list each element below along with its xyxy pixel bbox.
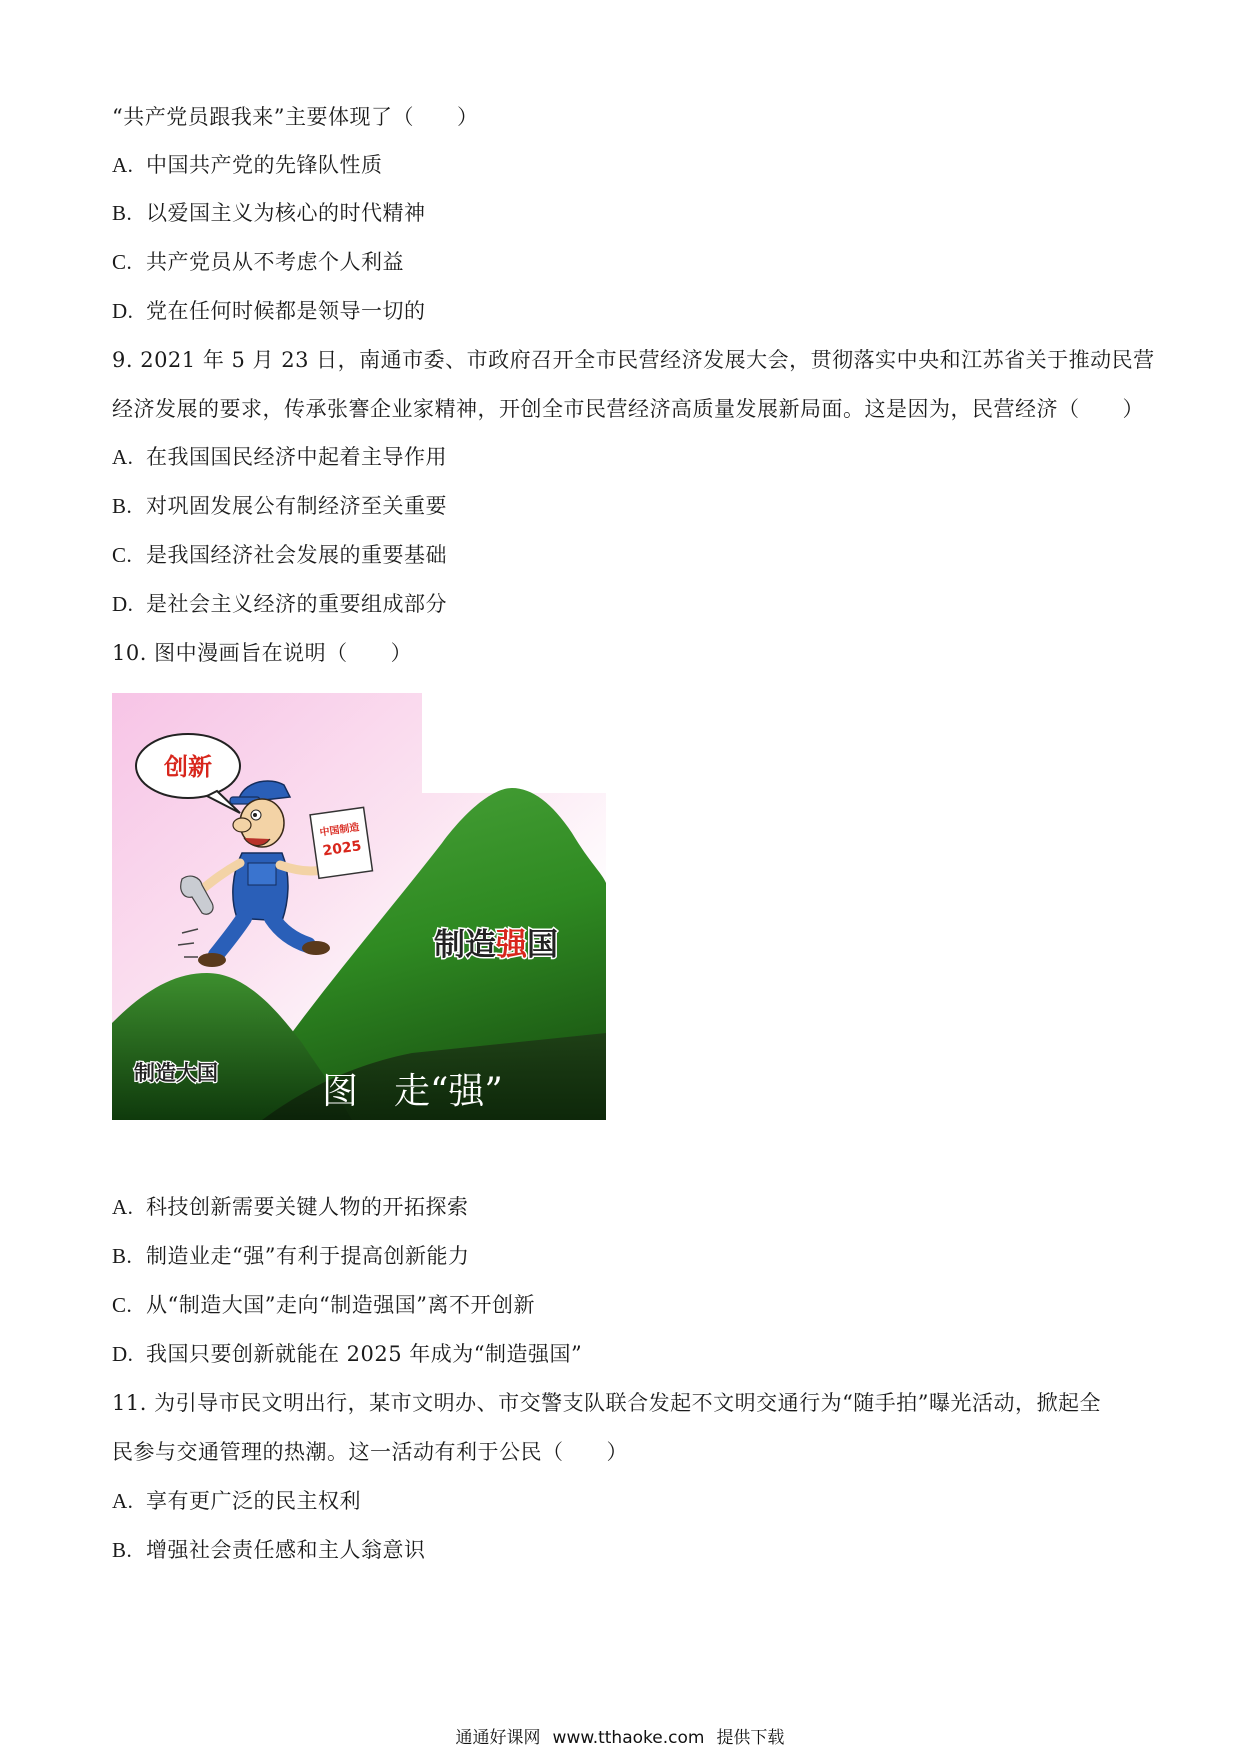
small-mountain-label: 制造大国 bbox=[134, 1061, 218, 1085]
q8-option-c bbox=[112, 247, 404, 277]
label-part-a: 制造 bbox=[434, 927, 496, 963]
footer-suffix: 提供下载 bbox=[716, 1728, 785, 1748]
option-text: 中国共产党的先锋队性质 bbox=[146, 153, 383, 177]
option-text: 是社会主义经济的重要组成部分 bbox=[146, 592, 447, 616]
option-letter: D. bbox=[112, 1342, 134, 1366]
option-text: 党在任何时候都是领导一切的 bbox=[146, 299, 426, 323]
book-year: 2025 bbox=[321, 838, 363, 860]
option-letter: B. bbox=[112, 201, 133, 225]
option-text: 是我国经济社会发展的重要基础 bbox=[146, 543, 447, 567]
sky-white-right bbox=[422, 693, 606, 793]
option-text: 增强社会责任感和主人翁意识 bbox=[146, 1538, 426, 1562]
q8-option-a bbox=[112, 150, 383, 180]
book-title: 中国制造 bbox=[318, 822, 361, 839]
option-letter: D. bbox=[112, 592, 134, 616]
q8-stem: “共产党员跟我来”主要体现了（ ） bbox=[112, 105, 479, 129]
label-part-b: 强 bbox=[496, 927, 527, 963]
option-letter: C. bbox=[112, 250, 133, 274]
big-mountain-label bbox=[434, 927, 558, 963]
option-letter: D. bbox=[112, 299, 134, 323]
cartoon-illustration bbox=[112, 693, 606, 1120]
option-letter: A. bbox=[112, 1489, 134, 1513]
worker-pupil bbox=[253, 813, 257, 817]
option-letter: A. bbox=[112, 153, 134, 177]
option-text: 共产党员从不考虑个人利益 bbox=[146, 250, 404, 274]
q9-option-a bbox=[112, 442, 447, 472]
option-text: 从“制造大国”走向“制造强国”离不开创新 bbox=[146, 1293, 535, 1317]
q11-option-b bbox=[112, 1535, 426, 1565]
label-part-c: 国 bbox=[527, 927, 558, 963]
q9-option-d bbox=[112, 589, 447, 619]
option-letter: B. bbox=[112, 1244, 133, 1268]
option-text: 以爱国主义为核心的时代精神 bbox=[146, 201, 426, 225]
cartoon-svg bbox=[112, 693, 606, 1120]
q9-option-b bbox=[112, 491, 447, 521]
q10-option-c bbox=[112, 1290, 535, 1320]
option-text: 我国只要创新就能在 2025 年成为“制造强国” bbox=[146, 1342, 583, 1366]
q10-stem: 10. 图中漫画旨在说明（ ） bbox=[112, 641, 413, 665]
q9-stem-line1: 9. 2021 年 5 月 23 日，南通市委、市政府召开全市民营经济发展大会，贯彻落实中央和江苏省关于推动民营 bbox=[112, 348, 1155, 372]
worker-shoe-back bbox=[198, 953, 226, 967]
q9-option-c bbox=[112, 540, 447, 570]
option-text: 在我国国民经济中起着主导作用 bbox=[146, 445, 447, 469]
cartoon-caption: 图 走“强” bbox=[322, 1071, 503, 1112]
option-letter: C. bbox=[112, 1293, 133, 1317]
option-letter: A. bbox=[112, 1195, 134, 1219]
q10-option-d bbox=[112, 1339, 582, 1369]
option-letter: B. bbox=[112, 494, 133, 518]
book-2025 bbox=[310, 807, 372, 878]
q8-option-d bbox=[112, 296, 426, 326]
q8-option-b bbox=[112, 198, 426, 228]
q10-option-a bbox=[112, 1192, 469, 1222]
bubble-text: 创新 bbox=[164, 753, 212, 781]
page-footer bbox=[0, 1727, 1240, 1749]
q10-option-b bbox=[112, 1241, 469, 1271]
option-text: 科技创新需要关键人物的开拓探索 bbox=[146, 1195, 469, 1219]
option-letter: A. bbox=[112, 445, 134, 469]
option-text: 享有更广泛的民主权利 bbox=[146, 1489, 361, 1513]
q11-stem-line1: 11. 为引导市民文明出行，某市文明办、市交警支队联合发起不文明交通行为“随手拍”曝光活动，掀起全 bbox=[112, 1391, 1102, 1415]
option-letter: B. bbox=[112, 1538, 133, 1562]
option-text: 制造业走“强”有利于提高创新能力 bbox=[146, 1244, 470, 1268]
option-text: 对巩固发展公有制经济至关重要 bbox=[146, 494, 447, 518]
worker-nose bbox=[233, 818, 251, 832]
q11-stem-line2: 民参与交通管理的热潮。这一活动有利于公民（ ） bbox=[112, 1440, 628, 1464]
worker-bib bbox=[248, 863, 276, 885]
worker-shoe-front bbox=[302, 941, 330, 955]
q9-stem-line2: 经济发展的要求，传承张謇企业家精神，开创全市民营经济高质量发展新局面。这是因为，民营经济（ ） bbox=[112, 397, 1144, 421]
footer-site-name: 通通好课网 bbox=[455, 1728, 541, 1748]
q11-option-a bbox=[112, 1486, 361, 1516]
option-letter: C. bbox=[112, 543, 133, 567]
footer-url[interactable]: www.tthaoke.com bbox=[552, 1728, 705, 1748]
